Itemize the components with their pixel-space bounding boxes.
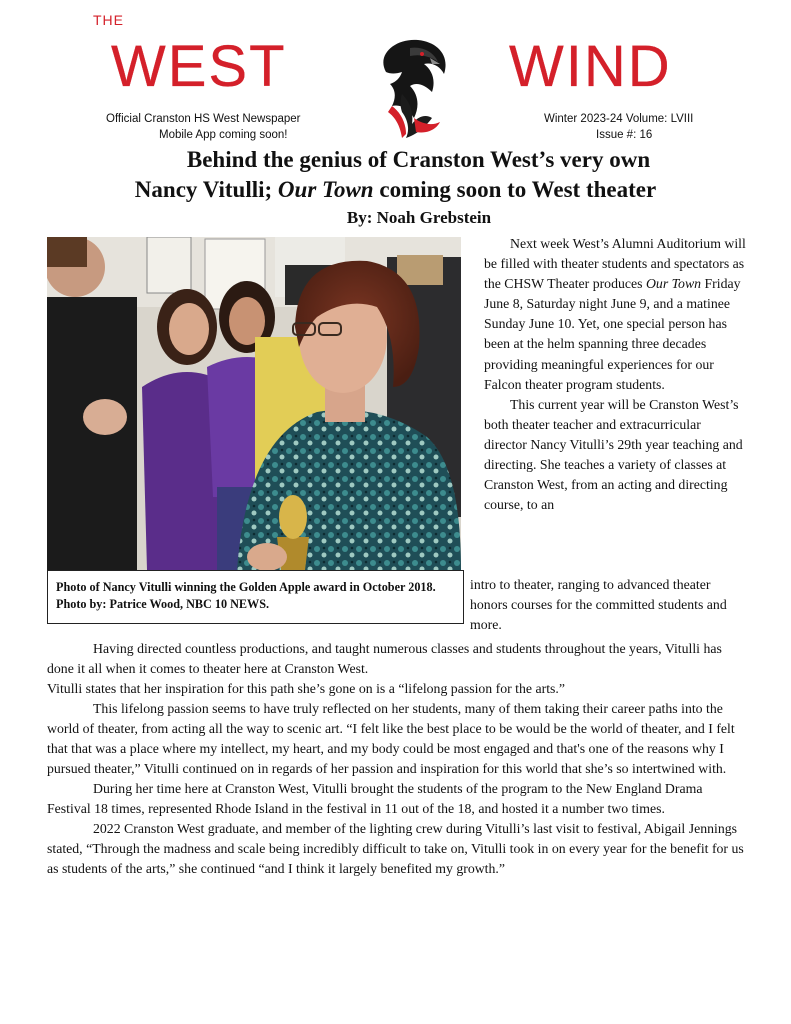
masthead-mobile-note: Mobile App coming soon! [159,129,288,141]
falcon-logo-icon [366,34,452,144]
masthead-west: WEST [111,34,287,99]
body-paragraph-3: This lifelong passion seems to have truly reflected on her students, many of them taking their career paths into the world of theater, from acting all the way to scenic art. “I felt like the best place to be would be the world of theater, and I felt that that was a place where my intellect, my heart, and my body could be most engaged and that's one of the reasons why I pursued theater,” Vitulli continued on in regards of her passion and inspiration for this world that she’s so intertwined with. [47,701,735,776]
masthead-subtitle: Official Cranston HS West Newspaper [106,113,301,125]
masthead-wind: WIND [509,34,672,99]
headline-line-1: Behind the genius of Cranston West’s very own [186,147,651,172]
body-paragraph-1: Having directed countless productions, and taught numerous classes and students throughout the years, Vitulli has done it all when it comes to theater here at Cranston West. [47,641,722,676]
article-photo [47,237,461,570]
column-paragraph-1: Next week West’s Alumni Auditorium will be filled with theater students and spectators as the CHSW Theater produces Our Town Friday June 8, Saturday night June 9, and a matinee Sunday June 10. Yet, one special person has been at the helm spanning three decades providing meaningful experiences for our Falcon theater program students. [484,236,746,392]
issue-number: Issue #: 16 [596,129,653,141]
issue-volume: Winter 2023-24 Volume: LVIII [544,113,694,125]
article-body [47,639,747,879]
byline: By: Noah Grebstein [346,208,492,227]
masthead-the: THE [93,12,124,28]
column-paragraph-2-continued: intro to theater, ranging to advanced theater honors courses for the committed students and more. [470,577,727,633]
column-paragraph-2: This current year will be Cranston West’s both theater teacher and extracurricular director Nancy Vitulli’s 29th year teaching and directing. She teaches a variety of classes at Cranston West, from an acting and directing course, to an [484,396,743,513]
headline-line-2: Nancy Vitulli; Our Town coming soon to West theater [134,177,657,202]
body-paragraph-5: 2022 Cranston West graduate, and member of the lighting crew during Vitulli’s last visit to festival, Abigail Jennings stated, “Through the madness and scale being incredibly difficult to take on, Vitulli took in on every year for the benefit for us as students of the arts,” she continued “and I think it largely benefited my growth.” [47,821,744,876]
body-paragraph-2: Vitulli states that her inspiration for this path she’s gone on is a “lifelong passion for the arts.” [47,681,565,696]
article-column [484,234,746,515]
photo-caption: Photo of Nancy Vitulli winning the Golden Apple award in October 2018. Photo by: Patrice Wood, NBC 10 NEWS. [47,570,464,624]
body-paragraph-4: During her time here at Cranston West, Vitulli brought the students of the program to the New England Drama Festival 18 times, represented Rhode Island in the festival in 11 out of the 18, and hosted it a number two times. [47,781,703,816]
